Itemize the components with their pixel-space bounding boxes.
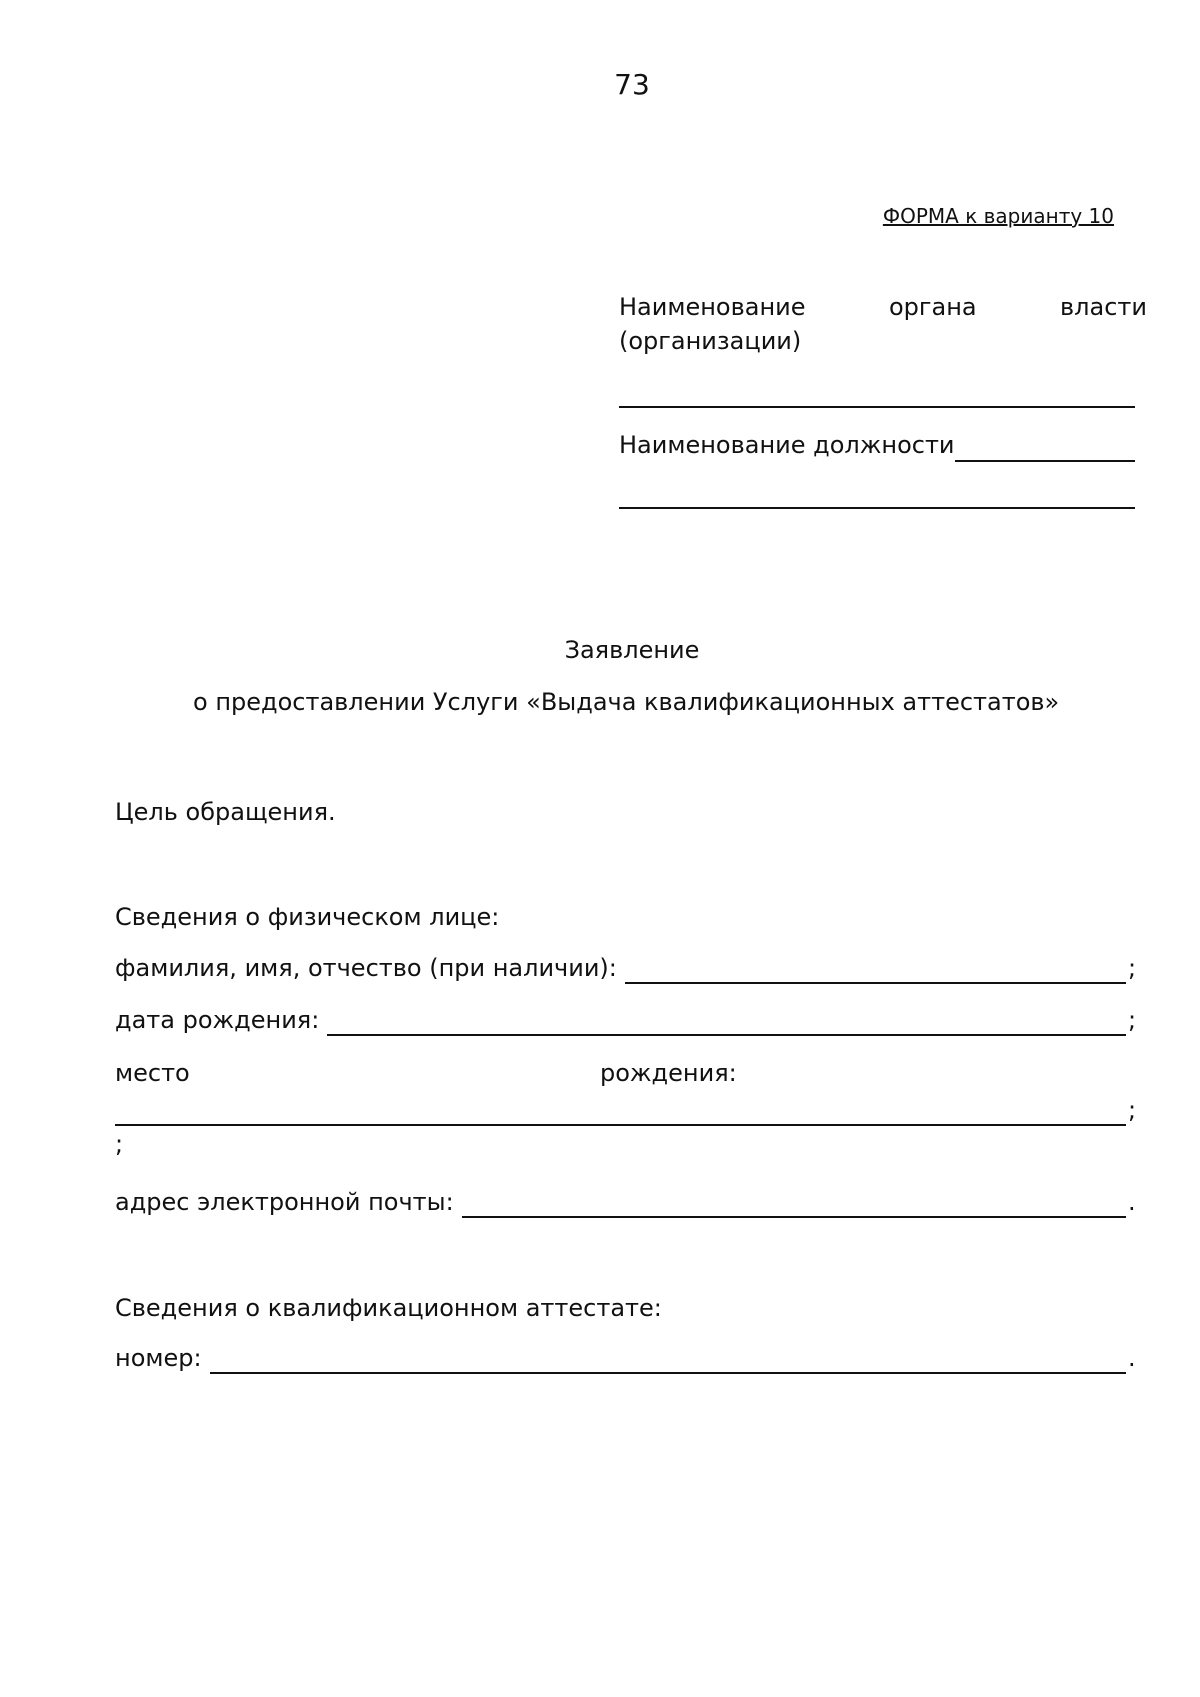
birth-date-end: ; xyxy=(1128,1006,1137,1034)
birth-place-blank[interactable] xyxy=(115,1098,1126,1126)
birth-place-row xyxy=(115,1057,1142,1089)
email-blank[interactable] xyxy=(462,1190,1126,1218)
certificate-number-end: . xyxy=(1128,1344,1136,1372)
certificate-section-heading: Сведения о квалификационном аттестате: xyxy=(115,1294,662,1322)
addressee-block xyxy=(619,290,1147,358)
birth-place-blank-row xyxy=(115,1094,1142,1126)
authority-word-3: власти xyxy=(1060,293,1147,321)
birth-place-end: ; xyxy=(1128,1096,1137,1124)
birth-date-row xyxy=(115,1004,1142,1036)
authority-word-2: органа xyxy=(888,293,977,321)
fio-end: ; xyxy=(1128,954,1137,982)
page-number: 73 xyxy=(614,68,650,101)
authority-name-label xyxy=(619,290,1147,324)
authority-name-blank[interactable] xyxy=(619,406,1135,408)
fio-row xyxy=(115,952,1142,984)
person-section-heading: Сведения о физическом лице: xyxy=(115,903,500,931)
certificate-number-label: номер: xyxy=(115,1344,202,1372)
fio-blank[interactable] xyxy=(625,956,1126,984)
organization-sublabel: (организации) xyxy=(619,327,802,355)
document-subtitle: о предоставлении Услуги «Выдача квалификационных аттестатов» xyxy=(193,688,1060,716)
email-end: . xyxy=(1128,1188,1136,1216)
form-variant-label: ФОРМА к варианту 10 xyxy=(882,204,1114,228)
birth-place-word-2: рождения: xyxy=(600,1059,737,1087)
authority-word-1: Наименование xyxy=(619,293,806,321)
position-label: Наименование должности xyxy=(619,431,955,459)
position-blank-line-2[interactable] xyxy=(619,507,1135,509)
email-label: адрес электронной почты: xyxy=(115,1188,454,1216)
birth-place-word-1: место xyxy=(115,1059,190,1087)
position-row xyxy=(619,428,1135,462)
fio-label: фамилия, имя, отчество (при наличии): xyxy=(115,954,617,982)
stray-semicolon: ; xyxy=(115,1130,124,1158)
birth-date-label: дата рождения: xyxy=(115,1006,320,1034)
purpose-label: Цель обращения. xyxy=(115,798,336,826)
position-blank[interactable] xyxy=(955,432,1135,462)
certificate-number-row xyxy=(115,1342,1142,1374)
certificate-number-blank[interactable] xyxy=(210,1346,1126,1374)
birth-date-blank[interactable] xyxy=(327,1008,1126,1036)
email-row xyxy=(115,1186,1142,1218)
document-title: Заявление xyxy=(564,636,700,664)
